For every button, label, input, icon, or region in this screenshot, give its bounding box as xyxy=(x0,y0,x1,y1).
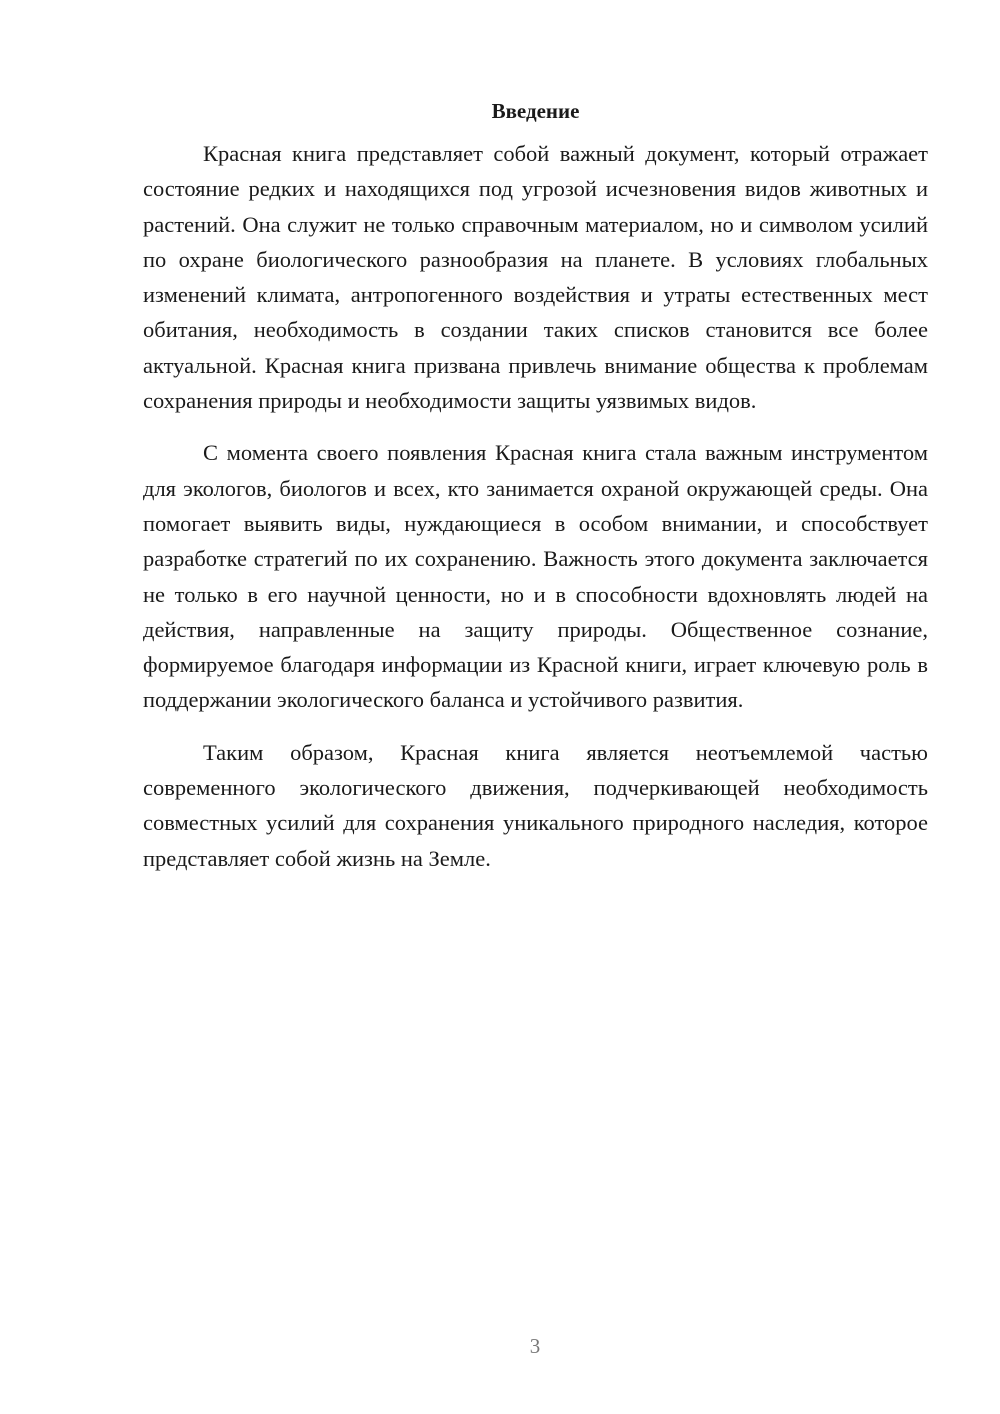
paragraph-3: Таким образом, Красная книга является неотъемлемой частью современного экологического движения, подчеркивающей необходимость совместных усилий для сохранения уникального природного наследия, которое представляет собой жизнь на Земле. xyxy=(143,739,928,871)
paragraph-1: Красная книга представляет собой важный документ, который отражает состояние редких и находящихся под угрозой исчезновения видов животных и растений. Она служит не только справочным материалом, но и символом усилий по охране биологического разнообразия на планете. В условиях глобальных изменений климата, антропогенного воздействия и утраты естественных мест обитания, необходимость в создании таких списков становится все более актуальной. Красная книга призвана привлечь внимание общества к проблемам сохранения природы и необходимости защиты уязвимых видов. xyxy=(143,141,928,414)
page-content xyxy=(143,96,928,893)
paragraph-2: С момента своего появления Красная книга стала важным инструментом для экологов, биологов и всех, кто занимается охраной окружающей среды. Она помогает выявить виды, нуждающиеся в особом внимании, и способствует разработке стратегий по их сохранению. Важность этого документа заключается не только в его научной ценности, но и в способности вдохновлять людей на действия, направленные на защиту природы. Общественное сознание, формируемое благодаря информации из Красной книги, играет ключевую роль в поддержании экологического баланса и устойчивого развития. xyxy=(143,440,928,713)
section-heading: Введение xyxy=(491,99,580,123)
page-number: 3 xyxy=(529,1334,541,1358)
